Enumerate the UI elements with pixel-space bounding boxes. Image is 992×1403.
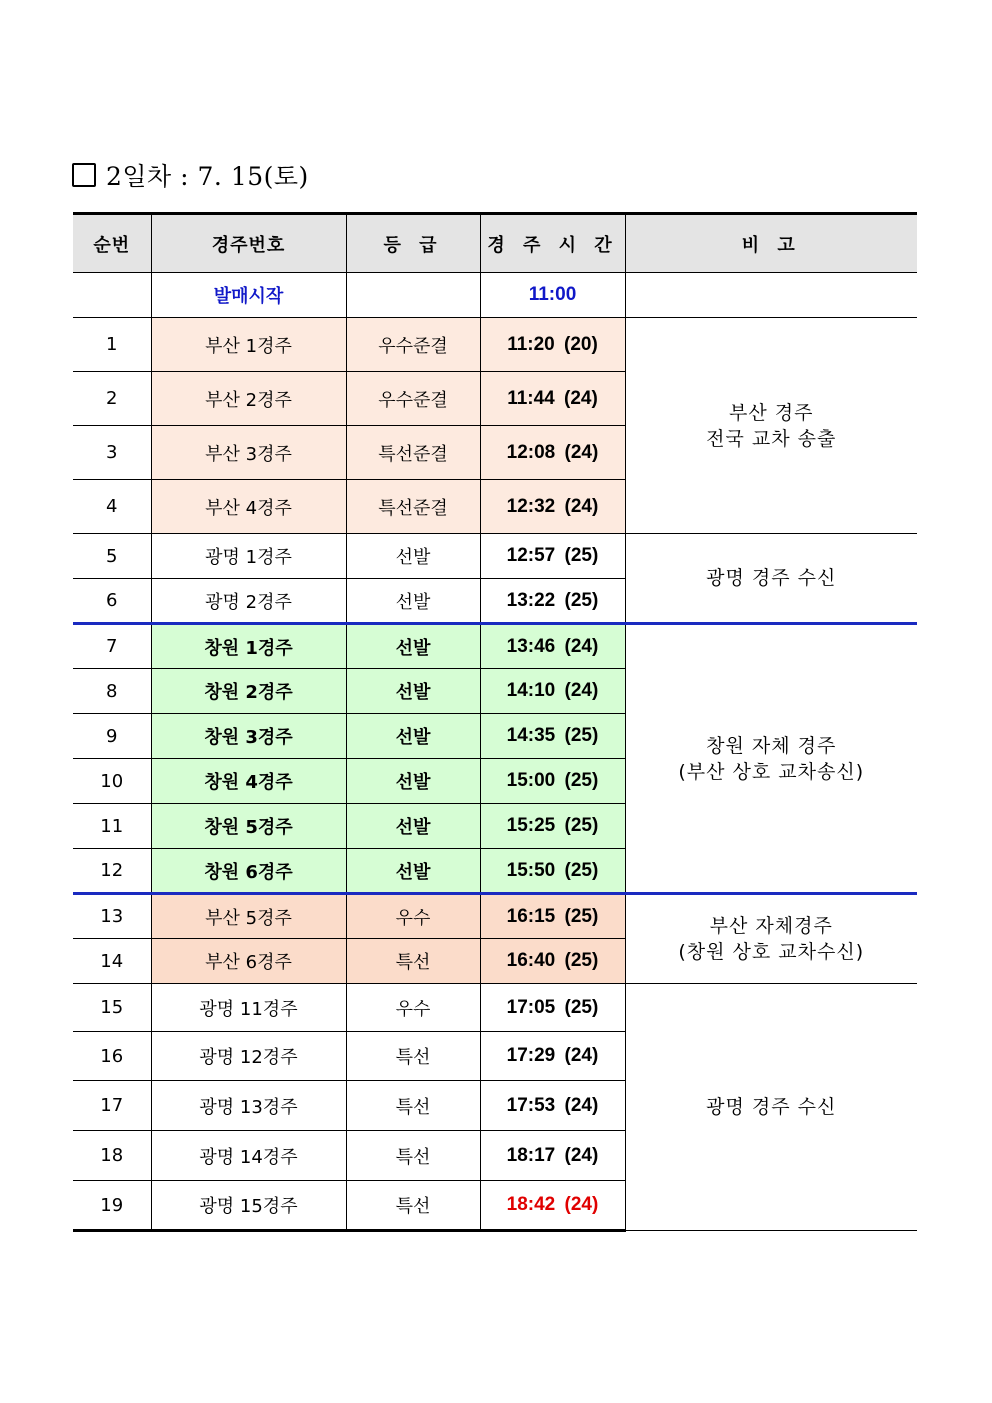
race-time: 15:50 (25) bbox=[480, 849, 625, 894]
row-number: 16 bbox=[73, 1032, 151, 1081]
race-time: 17:29 (24) bbox=[480, 1032, 625, 1081]
race-time: 17:05 (25) bbox=[480, 984, 625, 1032]
race-number: 창원 5경주 bbox=[151, 804, 346, 849]
race-grade: 선발 bbox=[346, 804, 480, 849]
race-number: 창원 6경주 bbox=[151, 849, 346, 894]
remark-line: 전국 교차 송출 bbox=[706, 427, 837, 450]
race-grade: 특선 bbox=[346, 1081, 480, 1131]
race-time: 12:32 (24) bbox=[480, 480, 625, 534]
race-grade: 우수 bbox=[346, 984, 480, 1032]
race-number: 부산 4경주 bbox=[151, 480, 346, 534]
race-time: 16:40 (25) bbox=[480, 939, 625, 984]
col-header-order: 순번 bbox=[73, 214, 151, 273]
race-grade: 선발 bbox=[346, 579, 480, 624]
row-number: 6 bbox=[73, 579, 151, 624]
race-time: 18:17 (24) bbox=[480, 1131, 625, 1181]
remark-line: 창원 자체 경주 bbox=[706, 734, 837, 757]
race-grade: 특선 bbox=[346, 1032, 480, 1081]
race-time: 18:42 (24) bbox=[480, 1181, 625, 1231]
col-header-race-time: 경 주 시 간 bbox=[480, 214, 625, 273]
remark-cell bbox=[625, 894, 917, 984]
race-number: 부산 5경주 bbox=[151, 894, 346, 939]
table-row bbox=[73, 624, 917, 669]
row-number: 2 bbox=[73, 372, 151, 426]
remark-cell bbox=[625, 624, 917, 894]
checkbox-square-icon bbox=[72, 163, 96, 187]
race-grade: 특선 bbox=[346, 1131, 480, 1181]
row-number: 12 bbox=[73, 849, 151, 894]
race-number: 광명 14경주 bbox=[151, 1131, 346, 1181]
race-number: 광명 15경주 bbox=[151, 1181, 346, 1231]
race-number: 광명 1경주 bbox=[151, 534, 346, 579]
remark-line: 부산 경주 bbox=[729, 401, 814, 424]
race-time: 12:57 (25) bbox=[480, 534, 625, 579]
table-row bbox=[73, 534, 917, 579]
table-row bbox=[73, 984, 917, 1032]
race-time: 11:44 (24) bbox=[480, 372, 625, 426]
race-grade: 선발 bbox=[346, 624, 480, 669]
race-grade: 특선준결 bbox=[346, 426, 480, 480]
section-heading bbox=[72, 158, 309, 192]
race-number: 광명 11경주 bbox=[151, 984, 346, 1032]
race-grade: 우수준결 bbox=[346, 318, 480, 372]
race-number: 부산 1경주 bbox=[151, 318, 346, 372]
sales-start-time: 11:00 bbox=[480, 273, 625, 318]
race-time: 15:25 (25) bbox=[480, 804, 625, 849]
col-header-remarks: 비 고 bbox=[625, 214, 917, 273]
remark-line: 광명 경주 수신 bbox=[706, 1096, 837, 1118]
race-time: 14:35 (25) bbox=[480, 714, 625, 759]
row-number: 5 bbox=[73, 534, 151, 579]
race-number: 부산 6경주 bbox=[151, 939, 346, 984]
row-number: 17 bbox=[73, 1081, 151, 1131]
remark-cell bbox=[625, 984, 917, 1231]
table-header-row bbox=[73, 214, 917, 273]
race-number: 광명 2경주 bbox=[151, 579, 346, 624]
row-number: 7 bbox=[73, 624, 151, 669]
col-header-race-number: 경주번호 bbox=[151, 214, 346, 273]
row-number: 18 bbox=[73, 1131, 151, 1181]
race-number: 창원 1경주 bbox=[151, 624, 346, 669]
race-grade: 선발 bbox=[346, 534, 480, 579]
remark-cell bbox=[625, 318, 917, 534]
race-number: 창원 4경주 bbox=[151, 759, 346, 804]
race-number: 창원 2경주 bbox=[151, 669, 346, 714]
remark-cell bbox=[625, 534, 917, 624]
race-grade: 특선 bbox=[346, 939, 480, 984]
row-number: 15 bbox=[73, 984, 151, 1032]
race-grade: 우수 bbox=[346, 894, 480, 939]
row-number: 14 bbox=[73, 939, 151, 984]
race-number: 부산 2경주 bbox=[151, 372, 346, 426]
sales-start-row bbox=[73, 273, 917, 318]
row-number: 19 bbox=[73, 1181, 151, 1231]
race-time: 12:08 (24) bbox=[480, 426, 625, 480]
row-number: 1 bbox=[73, 318, 151, 372]
remark-line: (창원 상호 교차수신) bbox=[678, 941, 865, 963]
race-grade: 우수준결 bbox=[346, 372, 480, 426]
race-time: 16:15 (25) bbox=[480, 894, 625, 939]
race-grade: 선발 bbox=[346, 759, 480, 804]
remark-line: (부산 상호 교차송신) bbox=[678, 760, 865, 783]
race-grade: 선발 bbox=[346, 849, 480, 894]
row-number: 4 bbox=[73, 480, 151, 534]
race-grade: 선발 bbox=[346, 669, 480, 714]
race-time: 13:22 (25) bbox=[480, 579, 625, 624]
race-time: 17:53 (24) bbox=[480, 1081, 625, 1131]
row-number: 13 bbox=[73, 894, 151, 939]
race-schedule-table bbox=[73, 212, 917, 1232]
race-time: 11:20 (20) bbox=[480, 318, 625, 372]
heading-text: 2일차 : 7. 15(토) bbox=[106, 162, 309, 191]
remark-line: 광명 경주 수신 bbox=[706, 567, 837, 589]
row-number: 3 bbox=[73, 426, 151, 480]
race-grade: 특선준결 bbox=[346, 480, 480, 534]
race-number: 창원 3경주 bbox=[151, 714, 346, 759]
race-time: 15:00 (25) bbox=[480, 759, 625, 804]
race-time: 14:10 (24) bbox=[480, 669, 625, 714]
race-grade: 특선 bbox=[346, 1181, 480, 1231]
race-number: 광명 12경주 bbox=[151, 1032, 346, 1081]
table-row bbox=[73, 894, 917, 939]
row-number: 8 bbox=[73, 669, 151, 714]
race-grade: 선발 bbox=[346, 714, 480, 759]
race-number: 부산 3경주 bbox=[151, 426, 346, 480]
col-header-grade: 등 급 bbox=[346, 214, 480, 273]
table-row bbox=[73, 318, 917, 372]
sales-start-label: 발매시작 bbox=[151, 273, 346, 318]
row-number: 10 bbox=[73, 759, 151, 804]
row-number: 9 bbox=[73, 714, 151, 759]
race-time: 13:46 (24) bbox=[480, 624, 625, 669]
remark-line: 부산 자체경주 bbox=[709, 915, 833, 937]
row-number: 11 bbox=[73, 804, 151, 849]
race-number: 광명 13경주 bbox=[151, 1081, 346, 1131]
